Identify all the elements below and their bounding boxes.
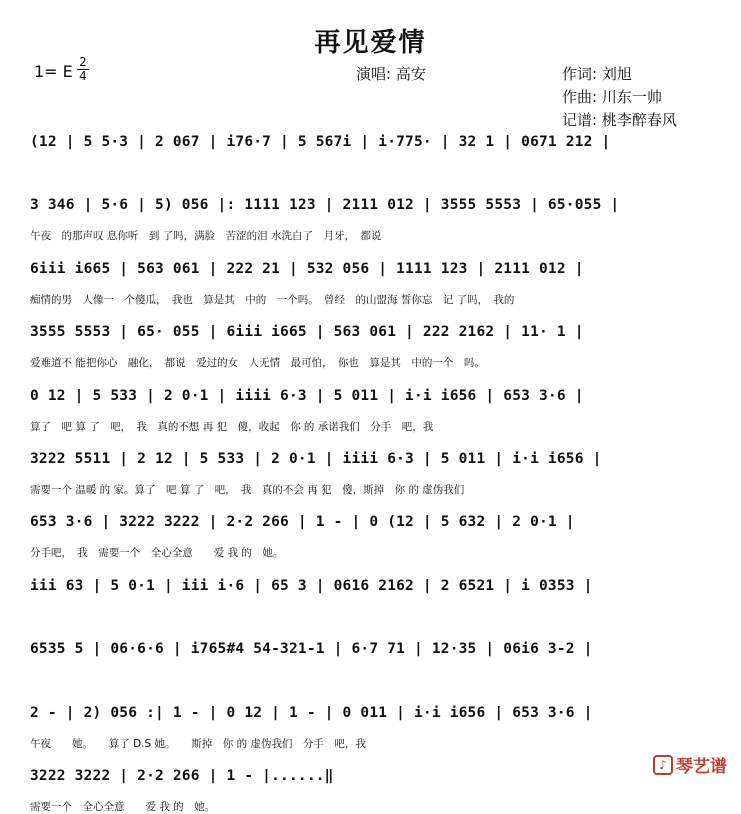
singer-credit: 演唱: 高安 <box>356 65 426 83</box>
key-signature: 1= E <box>34 62 73 81</box>
watermark-logo <box>653 752 727 777</box>
lyrics-line: 算了 吧 算 了 吧， 我 真的不想 再 犯 傻，收起 你 的 承诺我们 分手 吧，我 <box>30 421 434 433</box>
lyrics-line: 爱难道不 能把你心 融化， 都说 爱过的女 人无情 最可怕， 你也 算是其 中的一个 吗。 <box>30 357 485 369</box>
notation-line: 3555 5553 | 65· 055 | 6iii i665 | 563 061 | 222 2162 | 11· 1 | <box>30 324 584 340</box>
lyrics-line: 分手吧， 我 需要一个 全心全意 爱 我 的 她。 <box>30 547 284 559</box>
lyrics-line: 需要一个 温暖 的 家。算了 吧 算 了 吧， 我 真的不会 再 犯 傻，斯掉 你 的 虚伪我们 <box>30 484 465 496</box>
notation-line: iii 63 | 5 0·1 | iii i·6 | 65 3 | 0616 2162 | 2 6521 | i 0353 | <box>30 578 593 594</box>
notation-line: 3 346 | 5·6 | 5) 056 |: 1111 123 | 2111 012 | 3555 5553 | 65·055 | <box>30 197 620 213</box>
composer-credit: 作曲: 川东一帅 <box>562 88 662 106</box>
time-signature <box>77 56 89 83</box>
transcriber-credit: 记谱: 桃李醉春风 <box>562 111 677 129</box>
watermark-text: 琴艺谱 <box>676 757 727 777</box>
time-signature-top: 2 <box>79 55 87 69</box>
notation-line: 6535 5 | 06·6·6 | i765#4 54-321-1 | 6·7 71 | 12·35 | 06i6 3-2 | <box>30 641 593 657</box>
notation-line: (12 | 5 5·3 | 2 067 | i76·7 | 5 567i | i·775· | 32 1 | 0671 212 | <box>30 134 611 150</box>
notation-line: 2 - | 2) 056 :| 1 - | 0 12 | 1 - | 0 011 | i·i i656 | 653 3·6 | <box>30 705 593 721</box>
notation-line: 653 3·6 | 3222 3222 | 2·2 266 | 1 - | 0 (12 | 5 632 | 2 0·1 | <box>30 514 575 530</box>
lyrics-line: 痴情的男 人像一 个傻瓜， 我也 算是其 中的 一个吗。 曾经 的山盟海 誓你忘 记 了吗， 我的 <box>30 294 515 306</box>
music-note-icon: ♪ <box>653 755 673 775</box>
lyrics-line: 午夜 她。 算了 D.S 她。 斯掉 你 的 虚伪我们 分手 吧，我 <box>30 738 366 750</box>
lyrics-line: 午夜 的那声叹 息你听 到 了吗，满脸 苦涩的泪 水洗白了 月牙， 都说 <box>30 230 382 242</box>
song-title: 再见爱情 <box>314 28 427 58</box>
lyricist-credit: 作词: 刘旭 <box>562 65 632 83</box>
lyrics-line: 需要一个 全心全意 爱 我 的 她。 <box>30 801 216 813</box>
notation-line: 0 12 | 5 533 | 2 0·1 | iiii 6·3 | 5 011 | i·i i656 | 653 3·6 | <box>30 388 584 404</box>
notation-line: 3222 5511 | 2 12 | 5 533 | 2 0·1 | iiii 6·3 | 5 011 | i·i i656 | <box>30 451 602 467</box>
time-signature-bottom: 4 <box>77 69 89 83</box>
notation-line: 6iii i665 | 563 061 | 222 21 | 532 056 | 1111 123 | 2111 012 | <box>30 261 584 277</box>
notation-line: 3222 3222 | 2·2 266 | 1 - |......‖ <box>30 768 334 784</box>
